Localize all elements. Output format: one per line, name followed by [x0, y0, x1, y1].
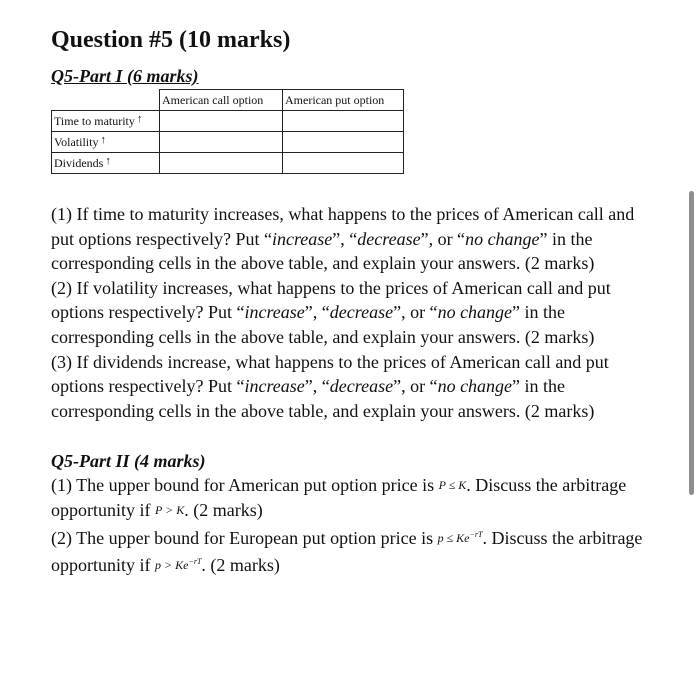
q3-text-d: ” in the corresponding cells in the above table, and explain your answers. (2 marks)	[51, 376, 595, 421]
question-3	[51, 350, 649, 424]
document-page	[51, 24, 651, 578]
formula-exponent: −rT	[188, 557, 202, 567]
question-2	[51, 276, 649, 350]
part2-questions	[51, 473, 649, 577]
formula-upper-bound-american: P ≤ K	[438, 478, 467, 493]
q3-term-no-change: no change	[437, 376, 513, 397]
question-1	[51, 202, 649, 276]
table-row	[52, 153, 404, 174]
p2q2-text-a: (2) The upper bound for European put option price is	[51, 527, 438, 548]
q2-term-decrease: decrease	[329, 302, 394, 323]
q2-term-increase: increase	[244, 302, 305, 323]
part1-heading: Q5-Part I (6 marks)	[51, 66, 199, 86]
question-title: Question #5 (10 marks)	[51, 27, 291, 53]
column-header-call: American call option	[160, 90, 283, 111]
answer-cell-time-put[interactable]	[283, 111, 404, 132]
q2-term-no-change: no change	[437, 302, 513, 323]
formula-exponent: −rT	[469, 529, 483, 539]
row-label-cell	[52, 111, 160, 132]
table-header-row	[52, 90, 404, 111]
row-label-dividends: Dividends	[54, 155, 104, 170]
q1-text-c: ”, or “	[420, 228, 466, 249]
answer-cell-volatility-put[interactable]	[283, 132, 404, 153]
q3-text-c: ”, or “	[393, 376, 438, 397]
q2-text-a: (2) If volatility increases, what happens to the prices of American call and put options respectively? Put “	[51, 277, 611, 323]
q1-term-decrease: decrease	[357, 228, 421, 249]
answer-cell-dividends-call[interactable]	[160, 153, 283, 174]
answer-cell-dividends-put[interactable]	[283, 153, 404, 174]
row-label-cell	[52, 153, 160, 174]
table-row	[52, 111, 404, 132]
q3-term-increase: increase	[244, 376, 305, 397]
formula-arbitrage-european	[155, 558, 201, 572]
part2-question-1	[51, 473, 649, 522]
p2q1-text-c: . (2 marks)	[184, 499, 263, 520]
q1-text-a: (1) If time to maturity increases, what happens to the prices of American call and put options respectively? Put “	[51, 204, 635, 249]
arrow-up-icon: ↑	[100, 133, 106, 146]
q1-text-d: ” in the corresponding cells in the above table, and explain your answers. (2 marks)	[51, 228, 595, 274]
q2-text-b: ”, “	[304, 302, 330, 323]
part2-heading: Q5-Part II (4 marks)	[51, 451, 206, 472]
formula-upper-bound-european	[438, 531, 483, 545]
table-corner-cell	[52, 90, 160, 111]
p2q1-text-b: . Discuss the arbitrage opportunity if	[51, 475, 627, 520]
formula-base: p ≤ Ke	[437, 530, 470, 545]
part2-question-2	[51, 523, 649, 578]
row-label-volatility: Volatility	[54, 134, 99, 149]
answer-cell-volatility-call[interactable]	[160, 132, 283, 153]
q3-text-a: (3) If dividends increase, what happens to the prices of American call and put options respectively? Put “	[51, 351, 609, 397]
p2q2-text-b: . Discuss the arbitrage opportunity if	[51, 527, 643, 576]
row-label-cell	[52, 132, 160, 153]
answer-table	[51, 89, 404, 174]
table-row	[52, 132, 404, 153]
column-header-put: American put option	[283, 90, 404, 111]
part1-questions	[51, 202, 649, 423]
arrow-up-icon: ↑	[136, 112, 143, 125]
q2-text-d: ” in the corresponding cells in the above table, and explain your answers. (2 marks)	[51, 302, 595, 347]
formula-base: p > Ke	[155, 558, 189, 573]
arrow-up-icon: ↑	[105, 154, 111, 167]
vertical-scrollbar[interactable]	[689, 191, 694, 495]
row-label-time-to-maturity: Time to maturity	[54, 113, 135, 128]
p2q1-text-a: (1) The upper bound for American put option price is	[51, 475, 439, 496]
formula-arbitrage-american: P > K	[155, 502, 185, 517]
q1-term-no-change: no change	[465, 228, 540, 249]
q3-text-b: ”, “	[304, 376, 330, 397]
q2-text-c: ”, or “	[393, 302, 438, 323]
p2q2-text-c: . (2 marks)	[201, 555, 280, 576]
q1-term-increase: increase	[271, 228, 333, 249]
q3-term-decrease: decrease	[329, 376, 394, 397]
answer-cell-time-call[interactable]	[160, 111, 283, 132]
q1-text-b: ”, “	[332, 228, 358, 249]
